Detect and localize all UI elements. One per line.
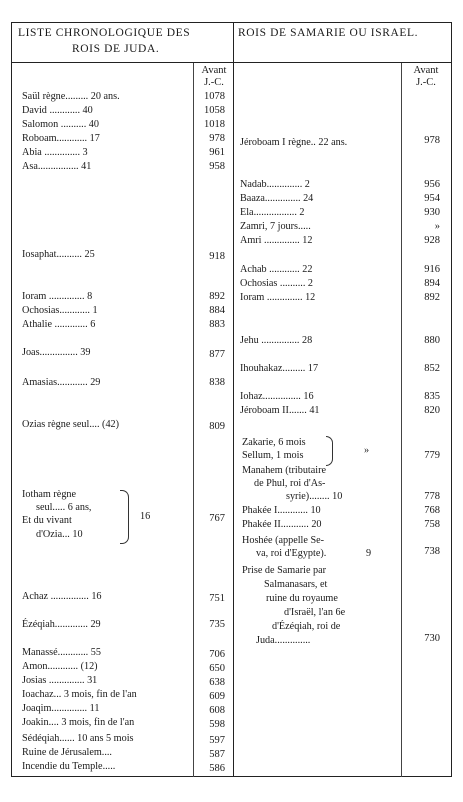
prise-line4: d'Israël, l'an 6e (284, 607, 346, 618)
judah-row-joaqim: Joaqim.............. 11 (22, 703, 100, 714)
judah-heading-line1: LISTE CHRONOLOGIQUE DES (18, 27, 191, 39)
judah-year-ioachaz: 609 (209, 691, 225, 702)
judah-year-ochosias: 884 (209, 305, 225, 316)
israel-zakarie: Zakarie, 6 mois (242, 437, 306, 448)
judah-year-josias: 638 (209, 677, 225, 688)
judah-row-amon: Amon............ (12) (22, 661, 98, 672)
prise-line5: d'Ézéqiah, roi de (272, 621, 341, 632)
judah-row-saul: Saül règne......... 20 ans. (22, 91, 120, 102)
israel-sellum: Sellum, 1 mois (242, 450, 304, 461)
judah-heading-line2: ROIS DE JUDA. (72, 43, 160, 55)
israel-row-jeroboam1: Jéroboam I règne.. 22 ans. (240, 137, 348, 148)
israel-row-ela: Ela................. 2 (240, 207, 305, 218)
zakarie-brace (326, 436, 333, 466)
israel-year-achab: 916 (424, 264, 440, 275)
israel-row-nadab: Nadab.............. 2 (240, 179, 310, 190)
israel-row-iohaz: Iohaz............... 16 (240, 391, 314, 402)
judah-year-divider (193, 62, 194, 777)
israel-year-baaza: 954 (424, 193, 440, 204)
prise-line6: Juda.............. (256, 635, 311, 646)
israel-year-ihouhakaz: 852 (424, 363, 440, 374)
israel-year-phakee1: 768 (424, 505, 440, 516)
israel-row-ihouhakaz: Ihouhakaz......... 17 (240, 363, 319, 374)
israel-year-ela: 930 (424, 207, 440, 218)
judah-year-ioram: 892 (209, 291, 225, 302)
jotham-line3: Et du vivant (22, 515, 72, 526)
judah-jc-label: J.-C. (204, 77, 224, 88)
jotham-brace (120, 490, 129, 544)
judah-year-salomon: 1018 (204, 119, 225, 130)
israel-year-jeroboam2: 820 (424, 405, 440, 416)
judah-row-ioram: Ioram .............. 8 (22, 291, 93, 302)
judah-row-asa: Asa................ 41 (22, 161, 92, 172)
judah-row-ruine: Ruine de Jérusalem.... (22, 747, 112, 758)
israel-row-achab: Achab ............ 22 (240, 264, 313, 275)
manahem-line3: syrie)........ 10 (286, 491, 343, 502)
judah-year-sedeqiah: 597 (209, 735, 225, 746)
israel-year-prise: 730 (424, 633, 440, 644)
jotham-line2: seul..... 6 ans, (36, 502, 92, 513)
judah-year-iosaphat: 918 (209, 251, 225, 262)
israel-row-phakee1: Phakée I............ 10 (242, 505, 321, 516)
israel-year-zakarie: 779 (424, 450, 440, 461)
israel-row-phakee2: Phakée II........... 20 (242, 519, 322, 530)
header-rule (11, 62, 452, 63)
judah-row-manasse: Manassé............ 55 (22, 647, 101, 658)
judah-year-amon: 650 (209, 663, 225, 674)
judah-row-ezeqiah: Ézéqiah............. 29 (22, 619, 101, 630)
jotham-line1: Iotham règne (22, 489, 77, 500)
judah-year-jotham: 767 (209, 513, 225, 524)
judah-year-incendie: 586 (209, 763, 225, 774)
israel-row-jehu: Jehu ............... 28 (240, 335, 313, 346)
judah-year-ezeqiah: 735 (209, 619, 225, 630)
israel-row-zamri: Zamri, 7 jours..... (240, 221, 311, 232)
prise-line2: Salmanasars, et (264, 579, 328, 590)
judah-row-abia: Abia .............. 3 (22, 147, 88, 158)
judah-row-joas: Joas............... 39 (22, 347, 91, 358)
judah-row-amasias: Amasias............ 29 (22, 377, 101, 388)
jotham-line4: d'Ozia... 10 (36, 529, 83, 540)
judah-year-manasse: 706 (209, 649, 225, 660)
israel-row-amri: Amri .............. 12 (240, 235, 313, 246)
israel-row-ochosias: Ochosias .......... 2 (240, 278, 314, 289)
israel-year-iohaz: 835 (424, 391, 440, 402)
israel-year-jehu: 880 (424, 335, 440, 346)
israel-year-phakee2: 758 (424, 519, 440, 530)
israel-year-hoshee: 738 (424, 546, 440, 557)
manahem-line2: de Phul, roi d'As- (254, 478, 326, 489)
manahem-line1: Manahem (tributaire (242, 465, 327, 476)
judah-row-athalie: Athalie ............. 6 (22, 319, 96, 330)
israel-row-baaza: Baaza.............. 24 (240, 193, 314, 204)
judah-row-ochosias: Ochosias............ 1 (22, 305, 98, 316)
israel-heading: ROIS DE SAMARIE OU ISRAEL. (238, 27, 419, 39)
israel-year-divider (401, 62, 402, 777)
hoshee-line1: Hoshée (appelle Se- (242, 535, 325, 546)
judah-row-sedeqiah: Sédéqiah...... 10 ans 5 mois (22, 733, 134, 744)
israel-year-manahem: 778 (424, 491, 440, 502)
judah-row-achaz: Achaz ............... 16 (22, 591, 102, 602)
israel-jc-label: J.-C. (416, 77, 436, 88)
prise-line3: ruine du royaume (266, 593, 338, 604)
judah-row-iosaphat: Iosaphat.......... 25 (22, 249, 95, 260)
judah-row-josias: Josias .............. 31 (22, 675, 98, 686)
israel-year-zamri: » (434, 221, 440, 232)
israel-year-jeroboam1: 978 (424, 135, 440, 146)
hoshee-line2: va, roi d'Egypte). (256, 548, 327, 559)
judah-year-joakin: 598 (209, 719, 225, 730)
jotham-total: 16 (140, 511, 151, 522)
israel-row-jeroboam2: Jéroboam II....... 41 (240, 405, 320, 416)
judah-year-athalie: 883 (209, 319, 225, 330)
judah-row-ozias: Ozias règne seul.... (42) (22, 419, 120, 430)
israel-year-nadab: 956 (424, 179, 440, 190)
judah-year-david: 1058 (204, 105, 225, 116)
center-divider (233, 22, 234, 777)
judah-year-ruine: 587 (209, 749, 225, 760)
judah-year-roboam: 978 (209, 133, 225, 144)
judah-row-david: David ............ 40 (22, 105, 93, 116)
judah-year-asa: 958 (209, 161, 225, 172)
prise-line1: Prise de Samarie par (242, 565, 327, 576)
judah-row-ioachaz: Ioachaz... 3 mois, fin de l'an (22, 689, 137, 700)
zakarie-mark: » (364, 445, 370, 456)
israel-row-ioram: Ioram .............. 12 (240, 292, 316, 303)
judah-year-joaqim: 608 (209, 705, 225, 716)
israel-year-amri: 928 (424, 235, 440, 246)
judah-row-salomon: Salomon .......... 40 (22, 119, 99, 130)
judah-avant-label: Avant (201, 65, 227, 76)
judah-year-ozias: 809 (209, 421, 225, 432)
judah-year-achaz: 751 (209, 593, 225, 604)
israel-year-ioram: 892 (424, 292, 440, 303)
israel-avant-label: Avant (413, 65, 439, 76)
hoshee-reign: 9 (366, 548, 372, 559)
judah-row-joakin: Joakin.... 3 mois, fin de l'an (22, 717, 135, 728)
judah-year-amasias: 838 (209, 377, 225, 388)
judah-year-abia: 961 (209, 147, 225, 158)
israel-year-ochosias: 894 (424, 278, 440, 289)
judah-row-roboam: Roboam............ 17 (22, 133, 100, 144)
judah-row-incendie: Incendie du Temple..... (22, 761, 116, 772)
judah-year-joas: 877 (209, 349, 225, 360)
judah-year-saul: 1078 (204, 91, 225, 102)
